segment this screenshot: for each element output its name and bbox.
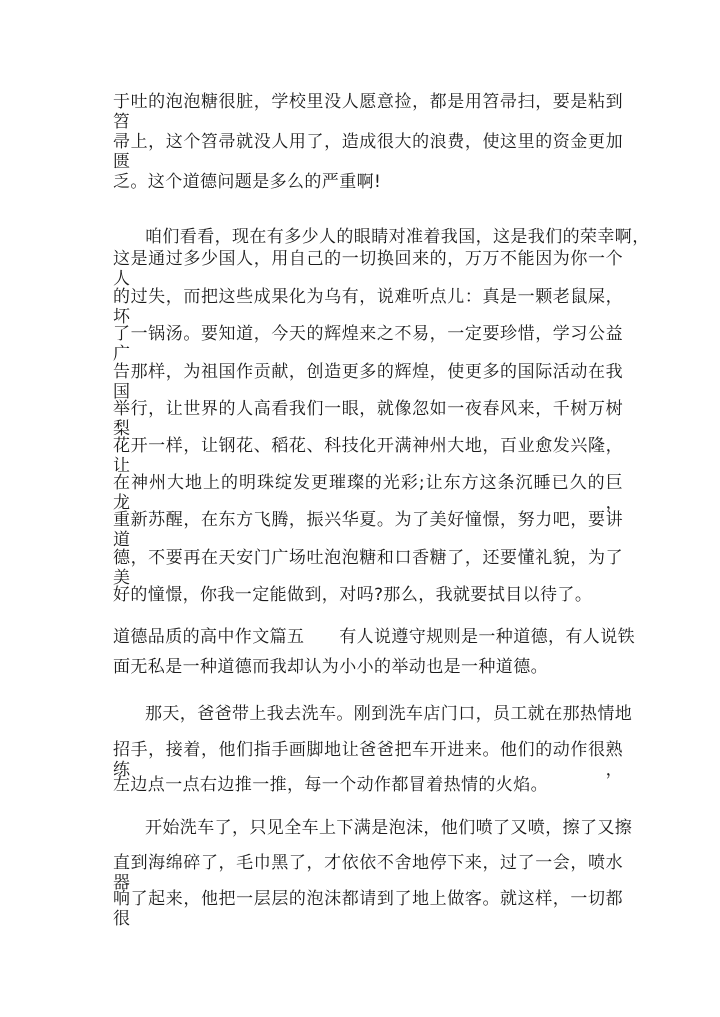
text-line: 了一锅汤。要知道，今天的辉煌来之不易，一定要珍惜，学习公益广 [113,324,623,364]
paragraph-first-line: 咱们看看，现在有多少人的眼睛对准着我国，这是我们的荣幸啊， [145,227,650,247]
paragraph-first-line: 开始洗车了，只见全车上下满是泡沫，他们喷了又喷，擦了又擦 [145,818,633,838]
text-line: 举行，让世界的人高看我们一眼，就像忽如一夜春风来，千树万树梨 [113,399,623,439]
text-line: 这是通过多少国人，用自己的一切换回来的，万万不能因为你一个人 [113,249,623,289]
text-line: 招手，接着，他们指手画脚地让爸爸把车开进来。他们的动作很熟练， [113,740,623,780]
text-line: 在神州大地上的明珠绽发更璀璨的光彩;让东方这条沉睡已久的巨龙， [113,473,623,513]
text-line: 直到海绵碎了，毛巾黑了，才依依不舍地停下来，过了一会，喷水器 [113,853,623,893]
text-line: 帚上，这个笤帚就没人用了，造成很大的浪费，使这里的资金更加匮 [113,132,623,172]
text-line: 重新苏醒，在东方飞腾，振兴华夏。为了美好憧憬，努力吧，要讲道 [113,510,623,550]
text-line: 的过失，而把这些成果化为乌有，说难听点儿：真是一颗老鼠屎，坏 [113,287,623,327]
text-line: 德，不要再在天安门广场吐泡泡糖和口香糖了，还要懂礼貌，为了美 [113,548,623,588]
text-line: 好的憧憬，你我一定能做到，对吗?那么，我就要拭目以待了。 [113,585,593,605]
text-line: 花开一样，让钢花、稻花、科技化开满神州大地，百业愈发兴隆，让 [113,436,623,476]
text-line: 于吐的泡泡糖很脏，学校里没人愿意捡，都是用笤帚扫，要是粘到笤 [113,92,623,132]
text-line: 左边点一点右边推一推，每一个动作都冒着热情的火焰。 [113,775,548,795]
section-heading-line: 道德品质的高中作文篇五 有人说遵守规则是一种道德，有人说铁 [113,627,635,647]
paragraph-first-line: 那天，爸爸带上我去洗车。刚到洗车店门口，员工就在那热情地 [145,704,633,724]
text-line: 响了起来，他把一层层的泡沫都请到了地上做客。就这样，一切都很 [113,889,623,929]
text-line: 告那样，为祖国作贡献，创造更多的辉煌，使更多的国际活动在我国 [113,362,623,402]
text-line: 面无私是一种道德而我却认为小小的举动也是一种道德。 [113,657,548,677]
text-line: 乏。这个道德问题是多么的严重啊! [113,172,382,192]
